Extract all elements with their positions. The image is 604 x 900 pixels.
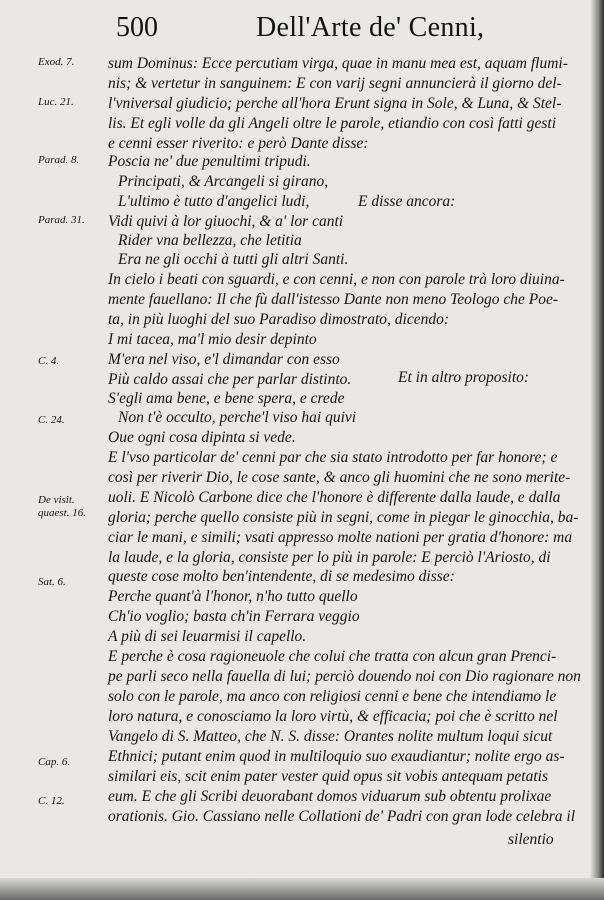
text-line: orationis. Gio. Cassiano nelle Collationi de' Padri con gran lode celebra il	[108, 808, 575, 825]
verse-line: A più di sei leuarmisi il capello.	[108, 628, 307, 645]
margin-note: C. 12.	[38, 795, 65, 807]
text-line: ta, in più luoghi del suo Paradiso dimostrato, dicendo:	[108, 311, 449, 328]
text-line: queste cose molto ben'intendente, di se medesimo disse:	[108, 568, 455, 585]
inline-note: E disse ancora:	[358, 193, 456, 210]
running-title: Dell'Arte de' Cenni,	[256, 12, 485, 43]
text-line: similari eis, scit enim pater vester quid opus sit vobis antequam petatis	[108, 768, 548, 785]
text-line: E perche è cosa ragioneuole che colui che tratta con alcun gran Prenci-	[108, 648, 557, 665]
margin-note: De visit.	[38, 494, 75, 506]
verse-line: Vidi quivi à lor giuochi, & a' lor canti	[108, 213, 344, 230]
text-line: nis; & vertetur in sanguinem: E con varij segni annuncierà il giorno del-	[108, 75, 562, 92]
verse-line: M'era nel viso, e'l dimandar con esso	[108, 351, 340, 368]
margin-note: quaest. 16.	[38, 507, 86, 519]
page-bottom-shadow	[0, 878, 604, 900]
text-line: Ethnici; putant enim quod in multiloquio suo exaudiantur; nolite ergo as-	[108, 748, 565, 765]
text-line: ciar le mani, e simili; vsati appresso molte nationi per gratia d'honore: ma	[108, 529, 573, 546]
page-header	[0, 4, 604, 44]
inline-note: Et in altro proposito:	[398, 369, 530, 386]
verse-line: L'ultimo è tutto d'angelici ludi,	[118, 193, 310, 210]
margin-note: Luc. 21.	[38, 96, 74, 108]
margin-note: Exod. 7.	[38, 56, 75, 68]
text-line: lis. Et egli volle da gli Angeli oltre le parole, etiandio con così fatti gesti	[108, 115, 557, 132]
margin-note: Cap. 6.	[38, 756, 71, 768]
page-number: 500	[116, 12, 158, 43]
text-line: pe parli seco nella fauella di lui; perciò douendo noi con Dio ragionare non	[108, 668, 581, 685]
margin-note: C. 24.	[38, 414, 65, 426]
text-line: E l'vso particolar de' cenni par che sia stato introdotto per far honore; e	[108, 449, 558, 466]
text-line: Vangelo di S. Matteo, che N. S. disse: Orantes nolite multum loqui sicut	[108, 728, 553, 745]
text-line: In cielo i beati con sguardi, e con cenni, e non con parole trà loro diuina-	[108, 271, 565, 288]
text-line: solo con le parole, ma anco con religiosi cenni e bene che intendiamo le	[108, 688, 557, 705]
verse-line: I mi tacea, ma'l mio desir depinto	[108, 331, 317, 348]
margin-note: Parad. 8.	[38, 154, 80, 166]
text-line: la laude, e la gloria, consiste per lo più in parole: E perciò l'Ariosto, di	[108, 549, 551, 566]
verse-line: S'egli ama bene, e bene spera, e crede	[108, 390, 345, 407]
text-line: uoli. E Nicolò Carbone dice che l'honore è differente dalla laude, e dalla	[108, 489, 561, 506]
verse-line: Era ne gli occhi à tutti gli altri Santi.	[118, 251, 349, 268]
verse-line: Oue ogni cosa dipinta si vede.	[108, 429, 296, 446]
text-line: loro natura, e conosciamo la loro virtù, & efficacia; poi che è scritto nel	[108, 708, 558, 725]
verse-line: Più caldo assai che per parlar distinto.	[108, 371, 352, 388]
margin-note: C. 4.	[38, 355, 60, 367]
verse-line: Principati, & Arcangeli si girano,	[118, 173, 329, 190]
verse-line: Perche quant'à l'honor, n'ho tutto quello	[108, 588, 358, 605]
text-line: e cenni esser riverito: e però Dante disse:	[108, 135, 369, 152]
verse-line: Non t'è occulto, perche'l viso hai quivi	[118, 409, 357, 426]
verse-line: Ch'io voglio; basta ch'in Ferrara veggio	[108, 608, 360, 625]
margin-note: Parad. 31.	[38, 214, 85, 226]
text-line: l'vniversal giudicio; perche all'hora Erunt signa in Sole, & Luna, & Stel-	[108, 95, 562, 112]
verse-line: Rider vna bellezza, che letitia	[118, 232, 302, 249]
text-line: eum. E che gli Scribi deuorabant domos viduarum sub obtentu prolixae	[108, 788, 552, 805]
text-line: sum Dominus: Ecce percutiam virga, quae in manu mea est, aquam flumi-	[108, 55, 568, 72]
page-edge-shadow	[590, 0, 604, 900]
text-line: così per riverir Dio, le cose sante, & anco gli huomini che ne sono merite-	[108, 469, 571, 486]
text-line: mente fauellano: Il che fù dall'istesso Dante non meno Teologo che Poe-	[108, 291, 558, 308]
catchword: silentio	[508, 831, 554, 848]
margin-note: Sat. 6.	[38, 576, 66, 588]
verse-line: Poscia ne' due penultimi tripudi.	[108, 153, 311, 170]
text-line: gloria; perche quello consiste più in segni, come in piegar le ginocchia, ba-	[108, 509, 579, 526]
